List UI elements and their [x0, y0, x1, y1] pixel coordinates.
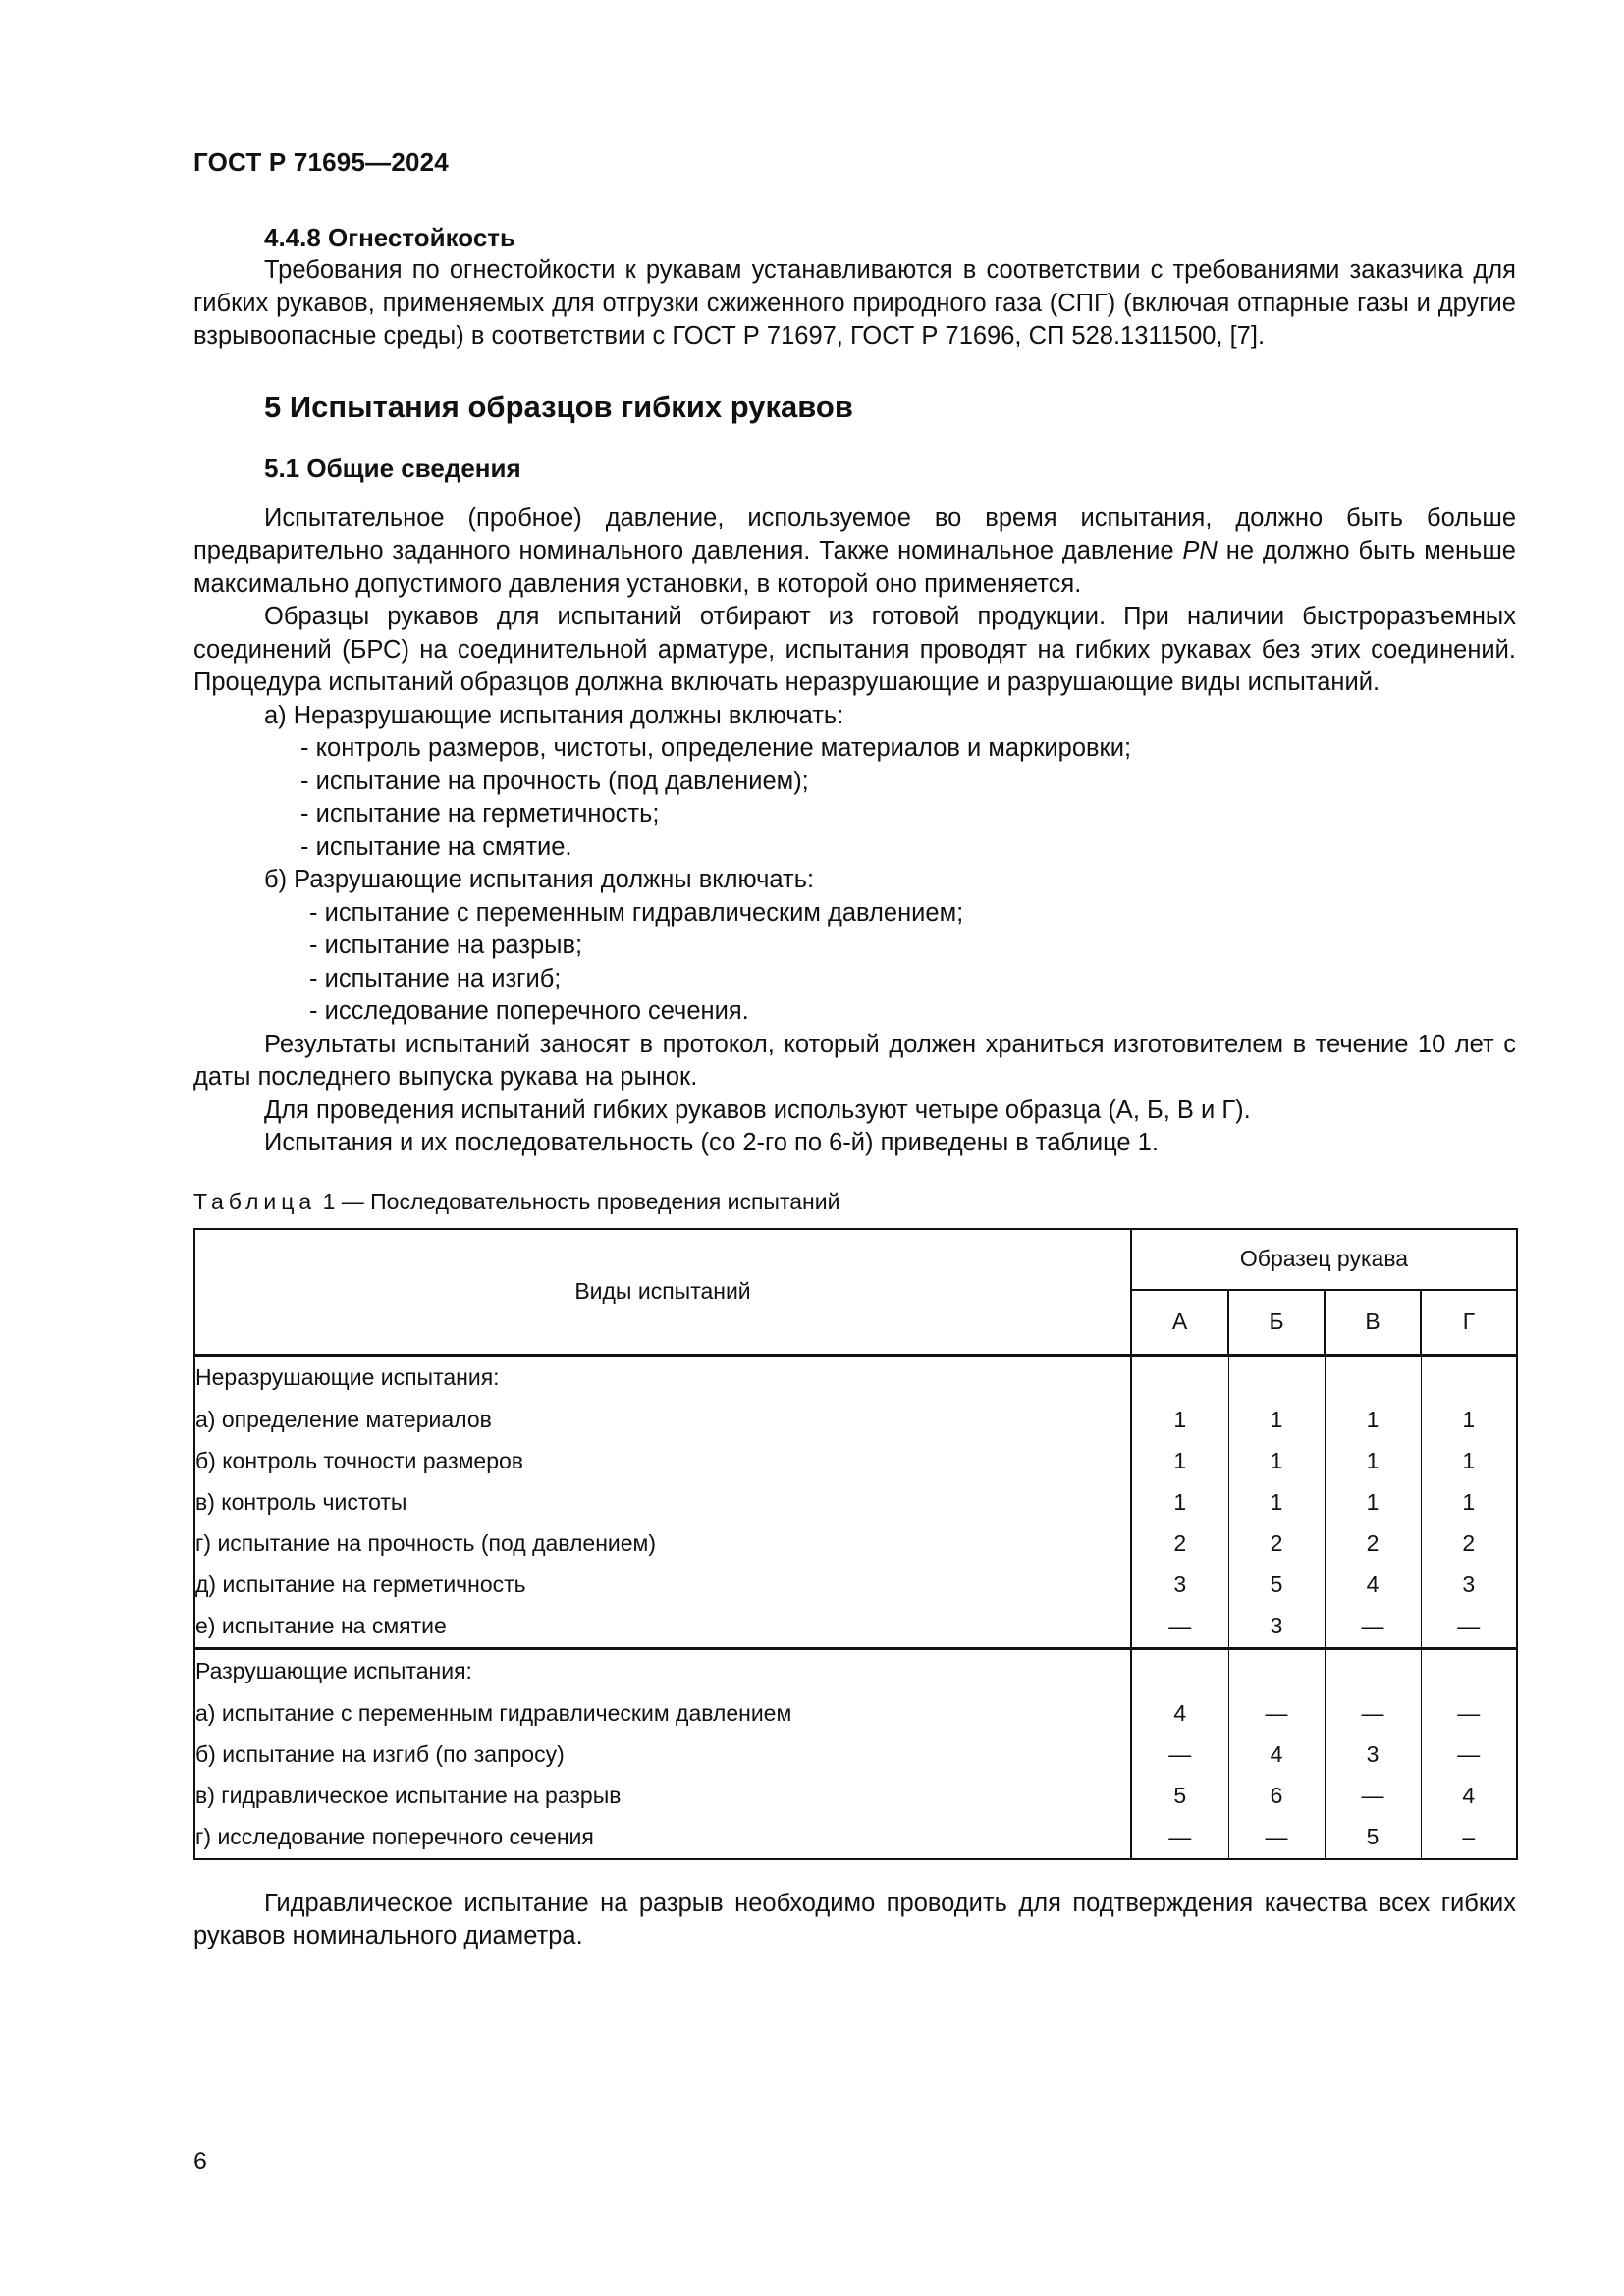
pn-symbol: PN	[1182, 537, 1218, 564]
column-header-types: Виды испытаний	[194, 1229, 1131, 1356]
cell-value: 1	[1325, 1441, 1421, 1482]
cell-value: 1	[1228, 1400, 1325, 1441]
cell-value: —	[1421, 1693, 1517, 1735]
cell-value: 1	[1131, 1400, 1228, 1441]
cell-value: 3	[1421, 1565, 1517, 1606]
paragraph-after-table: Гидравлическое испытание на разрыв необходимо проводить для подтверждения качества всех гибких рукавов номинального диаметра.	[193, 1889, 1516, 1949]
column-header-sample: Образец рукава	[1131, 1229, 1517, 1290]
table-caption-word: Таблица	[193, 1188, 317, 1214]
cell-value: 4	[1228, 1735, 1325, 1776]
cell-value: —	[1131, 1735, 1228, 1776]
list-item: - испытание на прочность (под давлением);	[300, 767, 809, 795]
cell-value: 1	[1131, 1482, 1228, 1523]
row-label: д) испытание на герметичность	[194, 1565, 1131, 1606]
table-row	[194, 1482, 1517, 1523]
cell-value: 2	[1325, 1523, 1421, 1565]
page-number: 6	[193, 2148, 207, 2175]
cell-value: 4	[1421, 1776, 1517, 1817]
cell-value: —	[1131, 1606, 1228, 1649]
paragraph-pressure-b: не должно быть меньше максимально допустимого давления установки, в которой оно применяется.	[193, 537, 1516, 598]
row-label: а) определение материалов	[194, 1400, 1131, 1441]
cell-value: —	[1325, 1606, 1421, 1649]
cell-value: 1	[1421, 1400, 1517, 1441]
paragraph-protocol: Результаты испытаний заносят в протокол, который должен храниться изготовителем в течение 10 лет с даты последнего выпуска рукава на рынок.	[193, 1030, 1516, 1091]
table-group-row	[194, 1648, 1517, 1693]
column-header-sample-b: Б	[1228, 1290, 1325, 1356]
section-448-title: 4.4.8 Огнестойкость	[264, 223, 516, 252]
row-label: б) испытание на изгиб (по запросу)	[194, 1735, 1131, 1776]
list-a-title: а) Неразрушающие испытания должны включать:	[264, 701, 844, 729]
column-header-sample-v: В	[1325, 1290, 1421, 1356]
paragraph-four-samples: Для проведения испытаний гибких рукавов используют четыре образца (А, Б, В и Г).	[264, 1095, 1251, 1124]
cell-value: 1	[1325, 1482, 1421, 1523]
table-row	[194, 1693, 1517, 1735]
group-title-nondestructive: Неразрушающие испытания:	[194, 1355, 1131, 1400]
list-item: - испытание на смятие.	[300, 832, 572, 861]
paragraph-samples: Образцы рукавов для испытаний отбирают из готовой продукции. При наличии быстроразъемных соединений (БРС) на соединительной арматуре, испытания проводят на гибких рукавах без этих соединений. Процедура испытаний образцов должна включать неразрушающие и разрушающие виды испытаний.	[193, 603, 1516, 696]
table-row	[194, 1565, 1517, 1606]
list-item: - контроль размеров, чистоты, определение материалов и маркировки;	[300, 734, 1132, 762]
cell-value: 1	[1421, 1482, 1517, 1523]
table-row	[194, 1817, 1517, 1859]
cell-value: 6	[1228, 1776, 1325, 1817]
cell-value: 1	[1421, 1441, 1517, 1482]
page-content	[193, 222, 1516, 1953]
cell-value: —	[1421, 1606, 1517, 1649]
list-b-title: б) Разрушающие испытания должны включать:	[264, 866, 815, 893]
cell-value: —	[1325, 1776, 1421, 1817]
cell-value: 5	[1325, 1817, 1421, 1859]
table-row	[194, 1441, 1517, 1482]
row-label: б) контроль точности размеров	[194, 1441, 1131, 1482]
table-caption-title: 1 — Последовательность проведения испытаний	[316, 1188, 840, 1214]
table-row	[194, 1606, 1517, 1649]
table-row	[194, 1735, 1517, 1776]
cell-value: —	[1325, 1693, 1421, 1735]
cell-value: 5	[1228, 1565, 1325, 1606]
list-item: - испытание на разрыв;	[309, 932, 583, 959]
cell-value: 1	[1325, 1400, 1421, 1441]
table-caption	[193, 1187, 1516, 1216]
paragraph-sequence: Испытания и их последовательность (со 2-го по 6-й) приведены в таблице 1.	[264, 1129, 1159, 1156]
table-group-row	[194, 1355, 1517, 1400]
cell-value: 4	[1131, 1693, 1228, 1735]
cell-value: —	[1228, 1693, 1325, 1735]
cell-value: 1	[1228, 1482, 1325, 1523]
section-5-title: 5 Испытания образцов гибких рукавов	[264, 389, 853, 424]
tests-table	[193, 1228, 1518, 1860]
row-label: г) исследование поперечного сечения	[194, 1817, 1131, 1859]
cell-value: 2	[1228, 1523, 1325, 1565]
table-row	[194, 1776, 1517, 1817]
cell-value: 2	[1131, 1523, 1228, 1565]
table-row	[194, 1400, 1517, 1441]
list-item: - испытание на герметичность;	[300, 800, 660, 828]
row-label: е) испытание на смятие	[194, 1606, 1131, 1649]
table-row	[194, 1523, 1517, 1565]
cell-value: 1	[1131, 1441, 1228, 1482]
cell-value: 3	[1325, 1735, 1421, 1776]
row-label: г) испытание на прочность (под давлением)	[194, 1523, 1131, 1565]
row-label: а) испытание с переменным гидравлическим давлением	[194, 1693, 1131, 1735]
section-448-text: Требования по огнестойкости к рукавам устанавливаются в соответствии с требованиями заказчика для гибких рукавов, применяемых для отгрузки сжиженного природного газа (СПГ) (включая отпарные газы и другие взрывоопасные среды) в соответствии с ГОСТ Р 71697, ГОСТ Р 71696, СП 528.1311500, [7].	[193, 256, 1516, 349]
cell-value: –	[1421, 1817, 1517, 1859]
cell-value: —	[1421, 1735, 1517, 1776]
column-header-sample-g: Г	[1421, 1290, 1517, 1356]
cell-value: 4	[1325, 1565, 1421, 1606]
cell-value: 1	[1228, 1441, 1325, 1482]
list-item: - испытание с переменным гидравлическим давлением;	[309, 898, 964, 927]
paragraph-pressure-a: Испытательное (пробное) давление, используемое во время испытания, должно быть больше предварительно заданного номинального давления. Также номинальное давление	[193, 504, 1516, 564]
cell-value: 2	[1421, 1523, 1517, 1565]
cell-value: 3	[1228, 1606, 1325, 1649]
row-label: в) гидравлическое испытание на разрыв	[194, 1776, 1131, 1817]
cell-value: —	[1131, 1817, 1228, 1859]
cell-value: 5	[1131, 1776, 1228, 1817]
cell-value: 3	[1131, 1565, 1228, 1606]
section-51-title: 5.1 Общие сведения	[264, 453, 521, 483]
cell-value: —	[1228, 1817, 1325, 1859]
paragraph-pressure	[193, 503, 1516, 602]
document-id: ГОСТ Р 71695—2024	[193, 147, 449, 177]
list-item: - исследование поперечного сечения.	[309, 997, 749, 1025]
list-item: - испытание на изгиб;	[309, 964, 562, 992]
group-title-destructive: Разрушающие испытания:	[194, 1648, 1131, 1693]
row-label: в) контроль чистоты	[194, 1482, 1131, 1523]
column-header-sample-a: А	[1131, 1290, 1228, 1356]
